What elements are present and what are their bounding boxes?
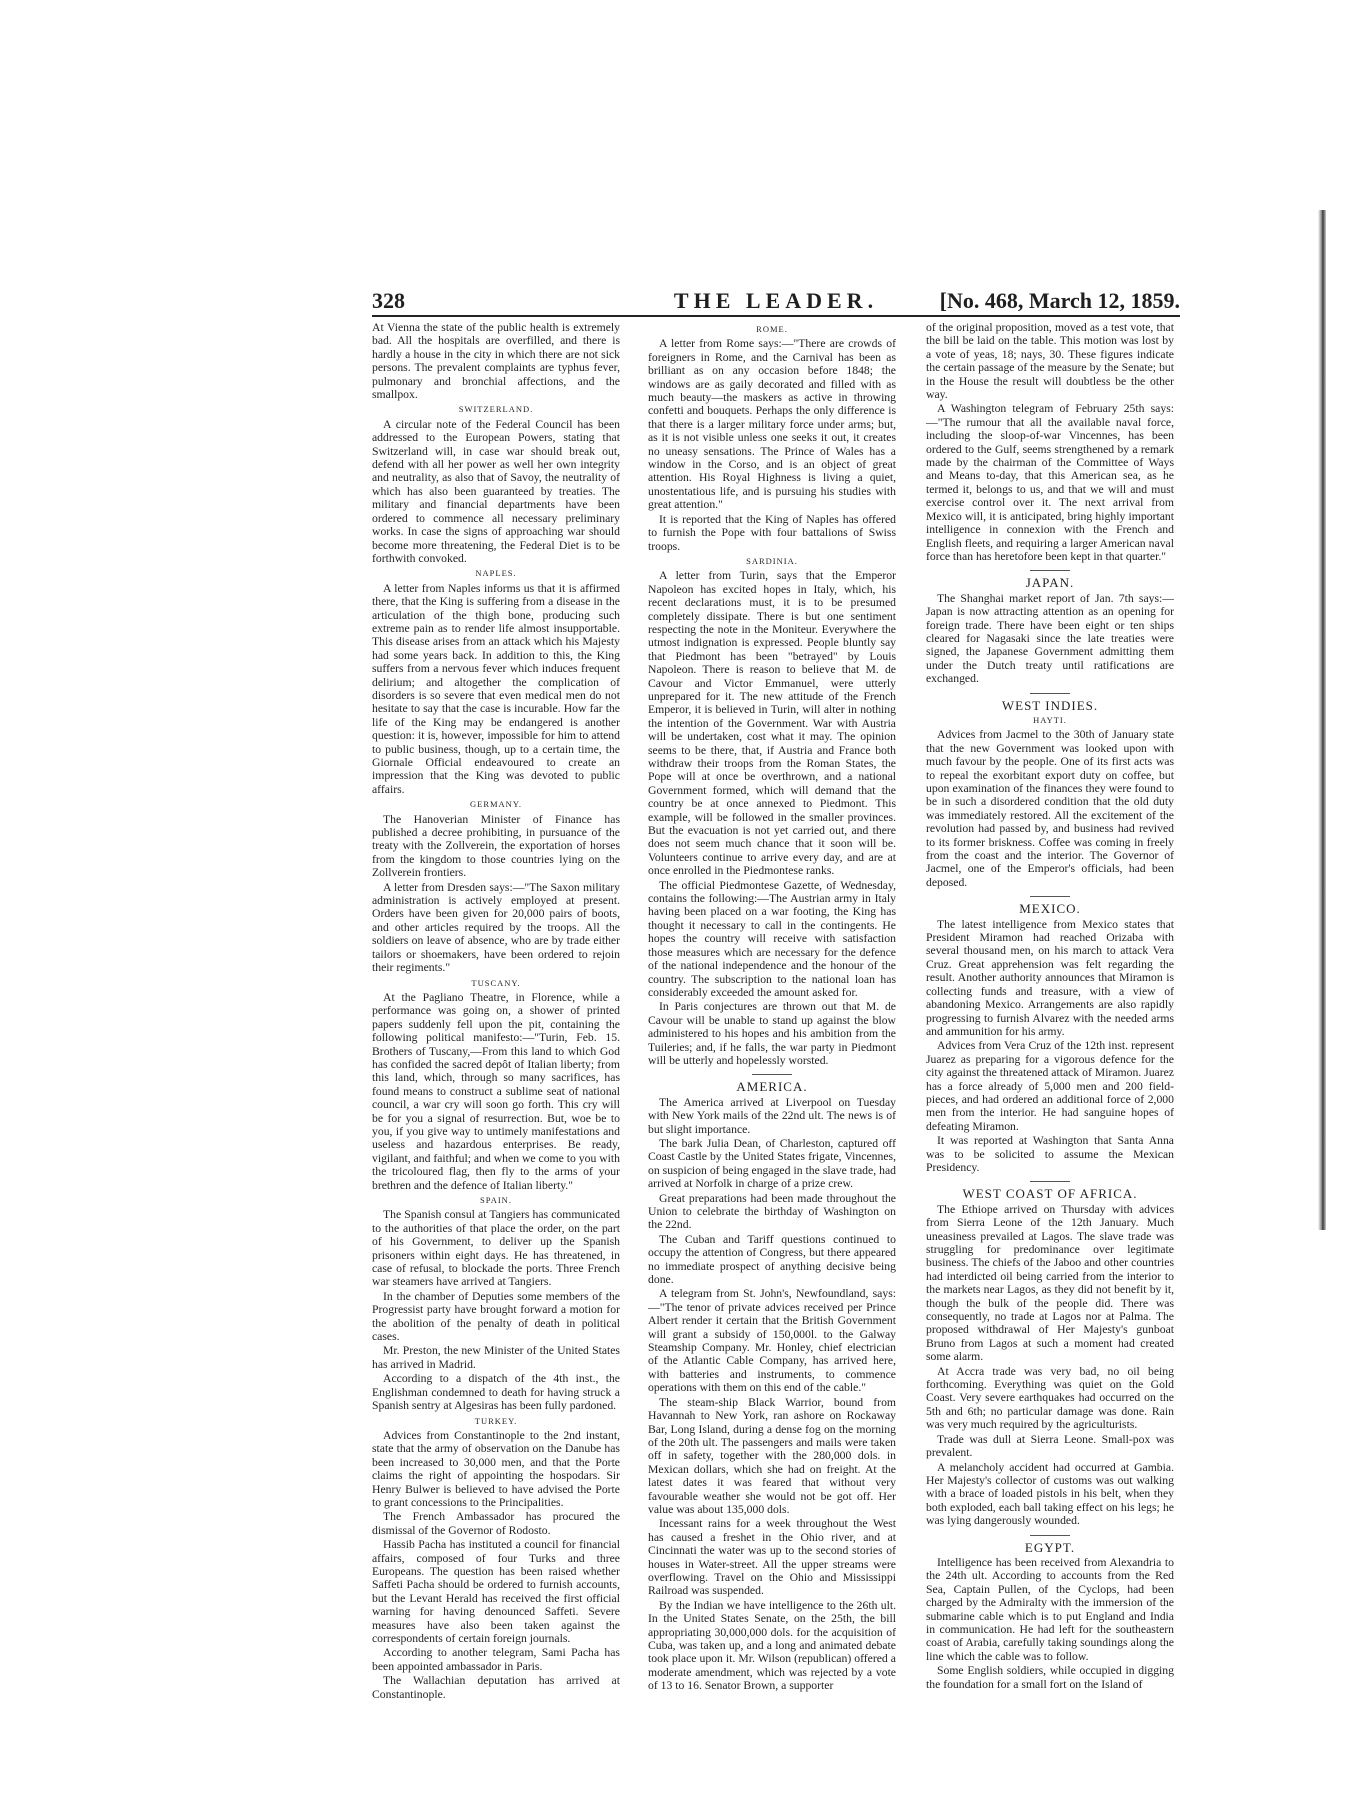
section-separator [1030,1181,1070,1182]
article-paragraph: A letter from Dresden says:—"The Saxon military administration is actively employed at present. Orders have been given for 20,000 pairs of boots, and other articles required by the troops. All the soldiers on leave of absence, who are by trade either tailors or shoemakers, have been ordered to rejoin their regiments." [372,880,620,975]
article-paragraph: According to a dispatch of the 4th inst., the Englishman condemned to death for having struck a Spanish sentry at Algesiras has been fully pardoned. [372,1372,620,1413]
article-paragraph: It is reported that the King of Naples has offered to furnish the Pope with four battalions of Swiss troops. [648,512,896,553]
masthead-rule [372,315,1180,317]
article-paragraph: A letter from Rome says:—"There are crowds of foreigners in Rome, and the Carnival has been as brilliant as on any occasion before 1848; the windows are as gaily decorated and filled with as much beauty—the maskers as active in throwing confetti and bouquets. Perhaps the only difference is that there is a larger military force under arms; but, as it is not visible unless one seeks it out, it creates no uneasy sensations. The Prince of Wales has a window in the Corso, and is an object of great attention. His Royal Highness is living a quiet, unostentatious life, and is pursuing his studies with great attention." [648,337,896,512]
newspaper-title: THE LEADER. [673,288,879,313]
subsection-heading: ROME. [756,324,788,334]
section-heading: MEXICO. [1019,901,1081,917]
article-paragraph: By the Indian we have intelligence to the 26th ult. In the United States Senate, on the 25th, the bill appropriating 30,000,000 dols. for the acquisition of Cuba, was taken up, and a long and animated debate took place upon it. Mr. Wilson (republican) offered a moderate amendment, which was rejected by a vote of 13 to 16. Senator Brown, a supporter [648,1598,896,1693]
subsection-heading: TUSCANY. [471,977,521,988]
article-paragraph: The Hanoverian Minister of Finance has published a decree prohibiting, in pursuance of the treaty with the Zollverein, the exportation of horses from the kingdom to those countries lying on the Zollverein frontiers. [372,812,620,880]
subsection-heading: SARDINIA. [746,555,798,566]
article-paragraph: The steam-ship Black Warrior, bound from Havannah to New York, ran ashore on Rockaway Bar, Long Island, during a dense fog on the morning of the 20th ult. The passengers and mails were taken off in safety, together with the 280,000 dols. in Mexican dollars, which she had on freight. At the latest dates it was feared that without very favourable weather she would not be got off. Her value was about 135,000 dols. [648,1395,896,1516]
article-paragraph: The latest intelligence from Mexico states that President Miramon had reached Orizaba with several thousand men, on his march to attack Vera Cruz. Great apprehension was felt regarding the result. Another authority announces that Miramon is collecting funds and treasure, with a view of abandoning Mexico. Arrangements are also rapidly progressing to furnish Alvarez with the needed arms and ammunition for his army. [926,917,1174,1038]
article-paragraph: Trade was dull at Sierra Leone. Small-pox was prevalent. [926,1432,1174,1460]
article-paragraph: In Paris conjectures are thrown out that M. de Cavour will be unable to stand up against the blow administered to his hopes and his ambition from the Tuileries; and, if he falls, the war party in Piedmont will be utterly and hopelessly worsted. [648,1000,896,1067]
article-paragraph: At Vienna the state of the public health is extremely bad. All the hospitals are overfilled, and there is hardly a house in the city in which there are not sick persons. The prevalent complaints are typhus fever, pulmonary and bronchial affections, and the smallpox. [372,321,620,402]
article-paragraph: Intelligence has been received from Alexandria to the 24th ult. According to accounts from the Red Sea, Captain Pullen, of the Cyclops, had been charged by the Admiralty with the immersion of the submarine cable which is to put England and India in communication. He had left for the southeastern coast of Arabia, carefully taking soundings along the line which the cable was to follow. [926,1555,1174,1663]
section-heading: JAPAN. [1025,575,1075,591]
article-paragraph: At Accra trade was very bad, no oil being forthcoming. Everything was quiet on the Gold Coast. Very severe earthquakes had occurred on the 5th and 6th; no particular damage was done. Rain was very much required by the agriculturists. [926,1364,1174,1432]
section-separator [1030,693,1070,694]
article-paragraph: At the Pagliano Theatre, in Florence, while a performance was going on, a shower of printed papers suddenly fell upon the pit, containing the following political manifesto:—"Turin, Feb. 15. Brothers of Tuscany,—From this land to which God has confided the sacred depôt of Italian liberty; from this land, which, through so many sacrifices, has found means to construct a sublime seat of national council, a war cry will soon go forth. This cry will be for you a signal of resurrection. But, woe be to you, if you give way to untimely manifestations and useless and hazardous enterprises. Be ready, vigilant, and faithful; and when we come to you with the tricoloured flag, then fly to the arms of your brethren and the defence of Italian liberty." [372,990,620,1192]
column-1 [372,321,620,1701]
article-paragraph: The Ethiope arrived on Thursday with advices from Sierra Leone of the 12th January. Much uneasiness prevailed at Lagos. The slave trade was struggling for predominance over legitimate business. The chiefs of the Jaboo and other countries had interdicted oil being carried from the interior to the markets near Lagos, as they did not benefit by it, though the bulk of the people did. There was consequently, no trade at Lagos nor at Palma. The proposed withdrawal of Her Majesty's gunboat Bruno from Lagos at such a moment had created some alarm. [926,1202,1174,1364]
article-paragraph: A Washington telegram of February 25th says:—"The rumour that all the available naval force, including the sloop-of-war Vincennes, has been ordered to the Gulf, seems strengthened by a remark made by the chairman of the Committee of Ways and Means to-day, that this American sea, as he termed it, belongs to us, and that we will and must exercise control over it. The next arrival from Mexico will, it is anticipated, bring highly important intelligence in connexion with the French and English fleets, and requiring a larger American naval force than has heretofore been kept in that quarter." [926,402,1174,563]
section-heading: WEST COAST OF AFRICA. [962,1186,1138,1202]
article-paragraph: It was reported at Washington that Santa Anna was to be solicited to assume the Mexican Presidency. [926,1134,1174,1174]
article-paragraph: of the original proposition, moved as a test vote, that the bill be laid on the table. This motion was lost by a vote of yeas, 18; nays, 30. These figures indicate the certain passage of the measure by the Senate; but in the House the result will doubtless be the other way. [926,321,1174,402]
page-number: 328 [372,288,405,313]
article-paragraph: Some English soldiers, while occupied in digging the foundation for a small fort on the Island of [926,1664,1174,1691]
article-paragraph: The Shanghai market report of Jan. 7th says:—Japan is now attracting attention as an opening for foreign trade. There have been eight or ten ships cleared for Nagasaki since the late treaties were signed, the Japanese Government admitting them under the Dutch treaty until ratifications are exchanged. [926,591,1174,686]
article-paragraph: The French Ambassador has procured the dismissal of the Governor of Rodosto. [372,1510,620,1537]
section-separator [752,1074,792,1075]
section-heading: WEST INDIES. [1001,697,1099,713]
subsection-heading: NAPLES. [475,568,517,579]
section-heading: EGYPT. [1024,1539,1076,1555]
section-separator [1030,1535,1070,1536]
article-paragraph: A circular note of the Federal Council has been addressed to the European Powers, stating that Switzerland will, in case war should break out, defend with all her power as well her own integrity and neutrality, as also that of Savoy, the neutrality of which has also been guaranteed by treaties. The military and financial departments have been ordered to commence all necessary preliminary works. In case the signs of approaching war should become more threatening, the Federal Diet is to be forthwith convoked. [372,417,620,565]
article-paragraph: Hassib Pacha has instituted a council for financial affairs, composed of four Turks and three Europeans. The question has been raised whether Saffeti Pacha should be ordered to furnish accounts, but the Levant Herald has received the first official warning for having denounced Saffeti. Severe measures have also been taken against the correspondents of certain foreign journals. [372,1538,620,1645]
subsection-heading: SPAIN. [480,1195,512,1205]
subsection-heading: TURKEY. [474,1415,518,1426]
article-paragraph: Mr. Preston, the new Minister of the United States has arrived in Madrid. [372,1344,620,1371]
article-paragraph: According to another telegram, Sami Pacha has been appointed ambassador in Paris. [372,1646,620,1673]
article-paragraph: A melancholy accident had occurred at Gambia. Her Majesty's collector of customs was out walking with a brace of loaded pistols in his belt, when they both exploded, each ball taking effect on his legs; he was lying dangerously wounded. [926,1460,1174,1528]
article-paragraph: Great preparations had been made throughout the Union to celebrate the birthday of Washington on the 22nd. [648,1191,896,1232]
column-2 [648,321,896,1693]
section-heading: AMERICA. [736,1079,808,1095]
article-paragraph: A letter from Naples informs us that it is affirmed there, that the King is suffering from a disease in the articulation of the thigh bone, producing such extreme pain as to render life almost insupportable. This disease arises from an attack which his Majesty had some years back. In addition to this, the King suffers from a nervous fever which induces frequent delirium; and altogether the complication of disorders is so severe that even medical men do not hesitate to say that the case is incurable. How far the life of the King may be endangered is another question: it is, however, impossible for him to attend to public business, though, up to a certain time, the Giornale Official endeavoured to create an impression that the King was devoted to public affairs. [372,581,620,796]
section-separator [1030,570,1070,571]
article-paragraph: The Cuban and Tariff questions continued to occupy the attention of Congress, but there appeared no immediate prospect of anything decisive being done. [648,1232,896,1287]
article-paragraph: The America arrived at Liverpool on Tuesday with New York mails of the 22nd ult. The news is of but slight importance. [648,1095,896,1136]
article-paragraph: The bark Julia Dean, of Charleston, captured off Coast Castle by the United States frigate, Vincennes, on suspicion of being engaged in the slave trade, had arrived at Norfolk in charge of a prize crew. [648,1136,896,1191]
page-edge-shadow [1318,210,1326,1230]
subsection-heading: HAYTI. [1033,714,1067,725]
article-paragraph: Incessant rains for a week throughout the West has caused a freshet in the Ohio river, and at Cincinnati the water was up to the second stories of houses in Water-street. All the upper streams were overflowing. Travel on the Ohio and Mississippi Railroad was suspended. [648,1517,896,1598]
article-paragraph: The Wallachian deputation has arrived at Constantinople. [372,1674,620,1701]
masthead [372,288,1180,314]
article-paragraph: The official Piedmontese Gazette, of Wednesday, contains the following:—The Austrian army in Italy having been placed on a war footing, the King has thought it necessary to call in the contingents. He hopes the country will receive with satisfaction those measures which are necessary for the defence of the national independence and the honour of the country. The subscription to the national loan has considerably exceeded the amount asked for. [648,878,896,999]
issue-date: [No. 468, March 12, 1859. [939,288,1180,313]
article-paragraph: The Spanish consul at Tangiers has communicated to the authorities of that place the order, on the part of his Government, to deliver up the Spanish prisoners within eight days. He has threatened, in case of refusal, to blockade the ports. Three French war steamers have arrived at Tangiers. [372,1208,620,1289]
article-paragraph: Advices from Jacmel to the 30th of January state that the new Government was looked upon with much favour by the people. One of its first acts was to repeal the exorbitant export duty on coffee, but upon examination of the finances they were found to be in such a disordered condition that the old duty was immediately restored. All the excitement of the revolution had passed by, and business had revived to its former briskness. Coffee was coming in freely from the coast and the interior. The Governor of Jacmel, one of the Emperor's officials, had been deposed. [926,728,1174,889]
article-paragraph: Advices from Constantinople to the 2nd instant, state that the army of observation on the Danube has been increased to 30,000 men, and that the Porte claims the right of appointing the hospodars. Sir Henry Bulwer is believed to have advised the Porte to grant concessions to the Principalities. [372,1428,620,1509]
section-separator [1030,896,1070,897]
article-paragraph: A letter from Turin, says that the Emperor Napoleon has excited hopes in Italy, which, his recent declarations must, it is to be presumed completely dissipate. There is but one sentiment respecting the note in the Moniteur. Everywhere the utmost indignation is expressed. People bluntly say that Piedmont has been "betrayed" by Louis Napoleon. There is reason to believe that M. de Cavour and Victor Emmanuel, were utterly unprepared for it. The new attitude of the French Emperor, it is believed in Turin, will alter in nothing the intention of the Government. War with Austria will be undertaken, cost what it may. The opinion seems to be there, that, if Austria and France both withdraw their troops from the Roman States, the Pope will at once be overthrown, and a national Government formed, which will demand that the country be at once annexed to Piedmont. This example, will be followed in the smaller provinces. But the evacuation is not yet carried out, and there does not seem much chance that it soon will be. Volunteers continue to arrive every day, and are at once enrolled in the Piedmontese ranks. [648,569,896,878]
article-paragraph: Advices from Vera Cruz of the 12th inst. represent Juarez as preparing for a vigorous defence for the city against the threatened attack of Miramon. Juarez has a force already of 5,000 men and 200 field-pieces, and had ordered an additional force of 2,000 men from the interior. He had sanguine hopes of defeating Miramon. [926,1039,1174,1133]
subsection-heading: SWITZERLAND. [458,404,534,415]
article-paragraph: A telegram from St. John's, Newfoundland, says:—"The tenor of private advices received per Prince Albert render it certain that the British Government will grant a subsidy of 150,000l. to the Galway Steamship Company. Mr. Honley, chief electrician of the Atlantic Cable Company, has arrived here, with batteries and instruments, to commence operations with them on this end of the cable." [648,1287,896,1395]
article-paragraph: In the chamber of Deputies some members of the Progressist party have brought forward a motion for the abolition of the penalty of death in political cases. [372,1289,620,1344]
subsection-heading: GERMANY. [469,799,522,810]
column-3 [926,321,1174,1691]
